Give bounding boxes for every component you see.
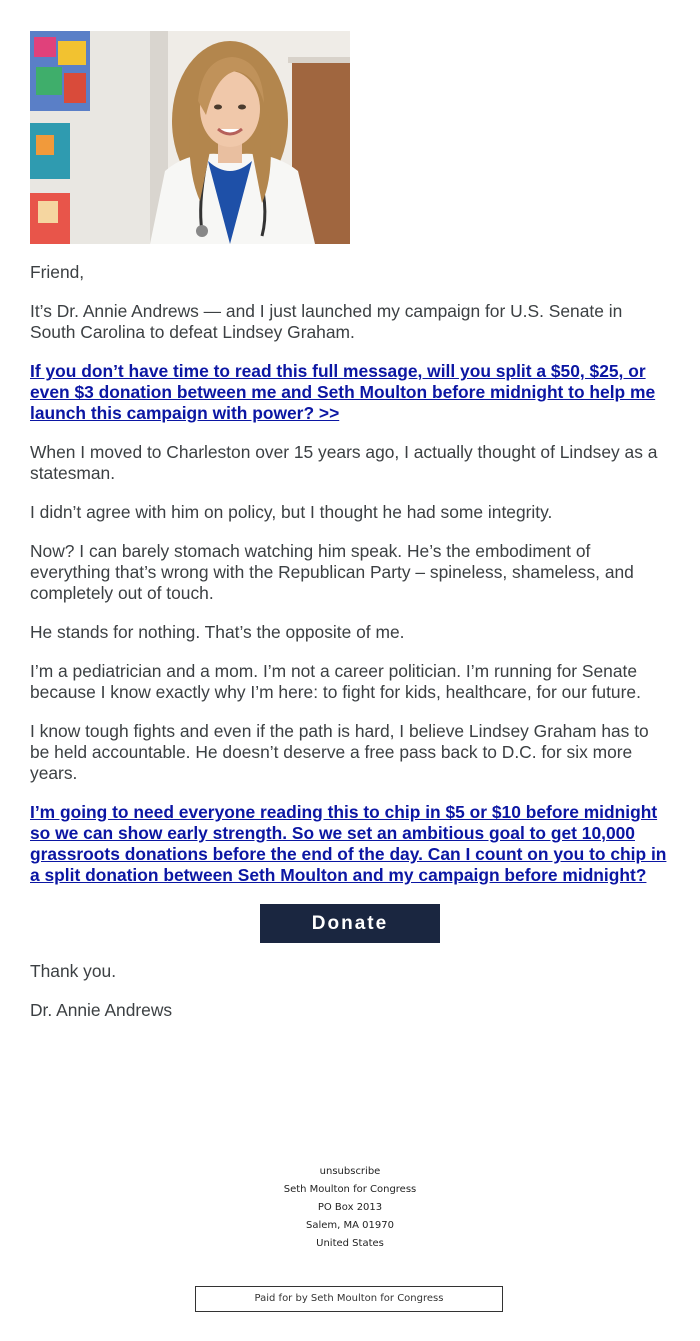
paragraph-charleston: When I moved to Charleston over 15 years ago, I actually thought of Lindsey as a statesman. <box>30 442 658 483</box>
email-content <box>30 31 670 1039</box>
donation-link-secondary[interactable]: I’m going to need everyone reading this to chip in $5 or $10 before midnight so we can show early strength. So we set an ambitious goal to get 10,000 grassroots donations before the end of the day. Can I count on you to chip in a split donation between Seth Moulton and my campaign before midnight? <box>30 802 667 885</box>
email-footer <box>0 1163 700 1253</box>
paragraph-pediatrician: I’m a pediatrician and a mom. I’m not a career politician. I’m running for Senate because I know exactly why I’m here: to fight for kids, healthcare, for our future. <box>30 661 641 702</box>
donate-button[interactable]: Donate <box>260 904 440 943</box>
paragraph-stands-for-nothing: He stands for nothing. That’s the opposite of me. <box>30 622 405 642</box>
footer-country: United States <box>316 1238 384 1249</box>
donation-link-primary[interactable]: If you don’t have time to read this full message, will you split a $50, $25, or even $3 donation between me and Seth Moulton before midnight to help me launch this campaign with power? >> <box>30 361 656 423</box>
unsubscribe-link[interactable]: unsubscribe <box>319 1166 381 1177</box>
paragraph-integrity: I didn’t agree with him on policy, but I thought he had some integrity. <box>30 502 553 522</box>
paid-for-disclaimer: Paid for by Seth Moulton for Congress <box>195 1286 503 1312</box>
footer-address-line-1: PO Box 2013 <box>317 1202 383 1213</box>
paragraph-embodiment: Now? I can barely stomach watching him speak. He’s the embodiment of everything that’s wrong with the Republican Party – spineless, shameless, and completely out of touch. <box>30 541 634 603</box>
signoff: Thank you. <box>30 961 117 981</box>
footer-org: Seth Moulton for Congress <box>283 1184 417 1195</box>
paragraph-accountable: I know tough fights and even if the path is hard, I believe Lindsey Graham has to be held accountable. He doesn’t deserve a free pass back to D.C. for six more years. <box>30 721 649 783</box>
intro-paragraph: It’s Dr. Annie Andrews — and I just launched my campaign for U.S. Senate in South Carolina to defeat Lindsey Graham. <box>30 301 623 342</box>
portrait-photo-icon <box>30 31 350 244</box>
footer-address-line-2: Salem, MA 01970 <box>306 1220 394 1231</box>
signature: Dr. Annie Andrews <box>30 1000 173 1020</box>
candidate-photo <box>30 31 350 244</box>
greeting: Friend, <box>30 262 85 282</box>
